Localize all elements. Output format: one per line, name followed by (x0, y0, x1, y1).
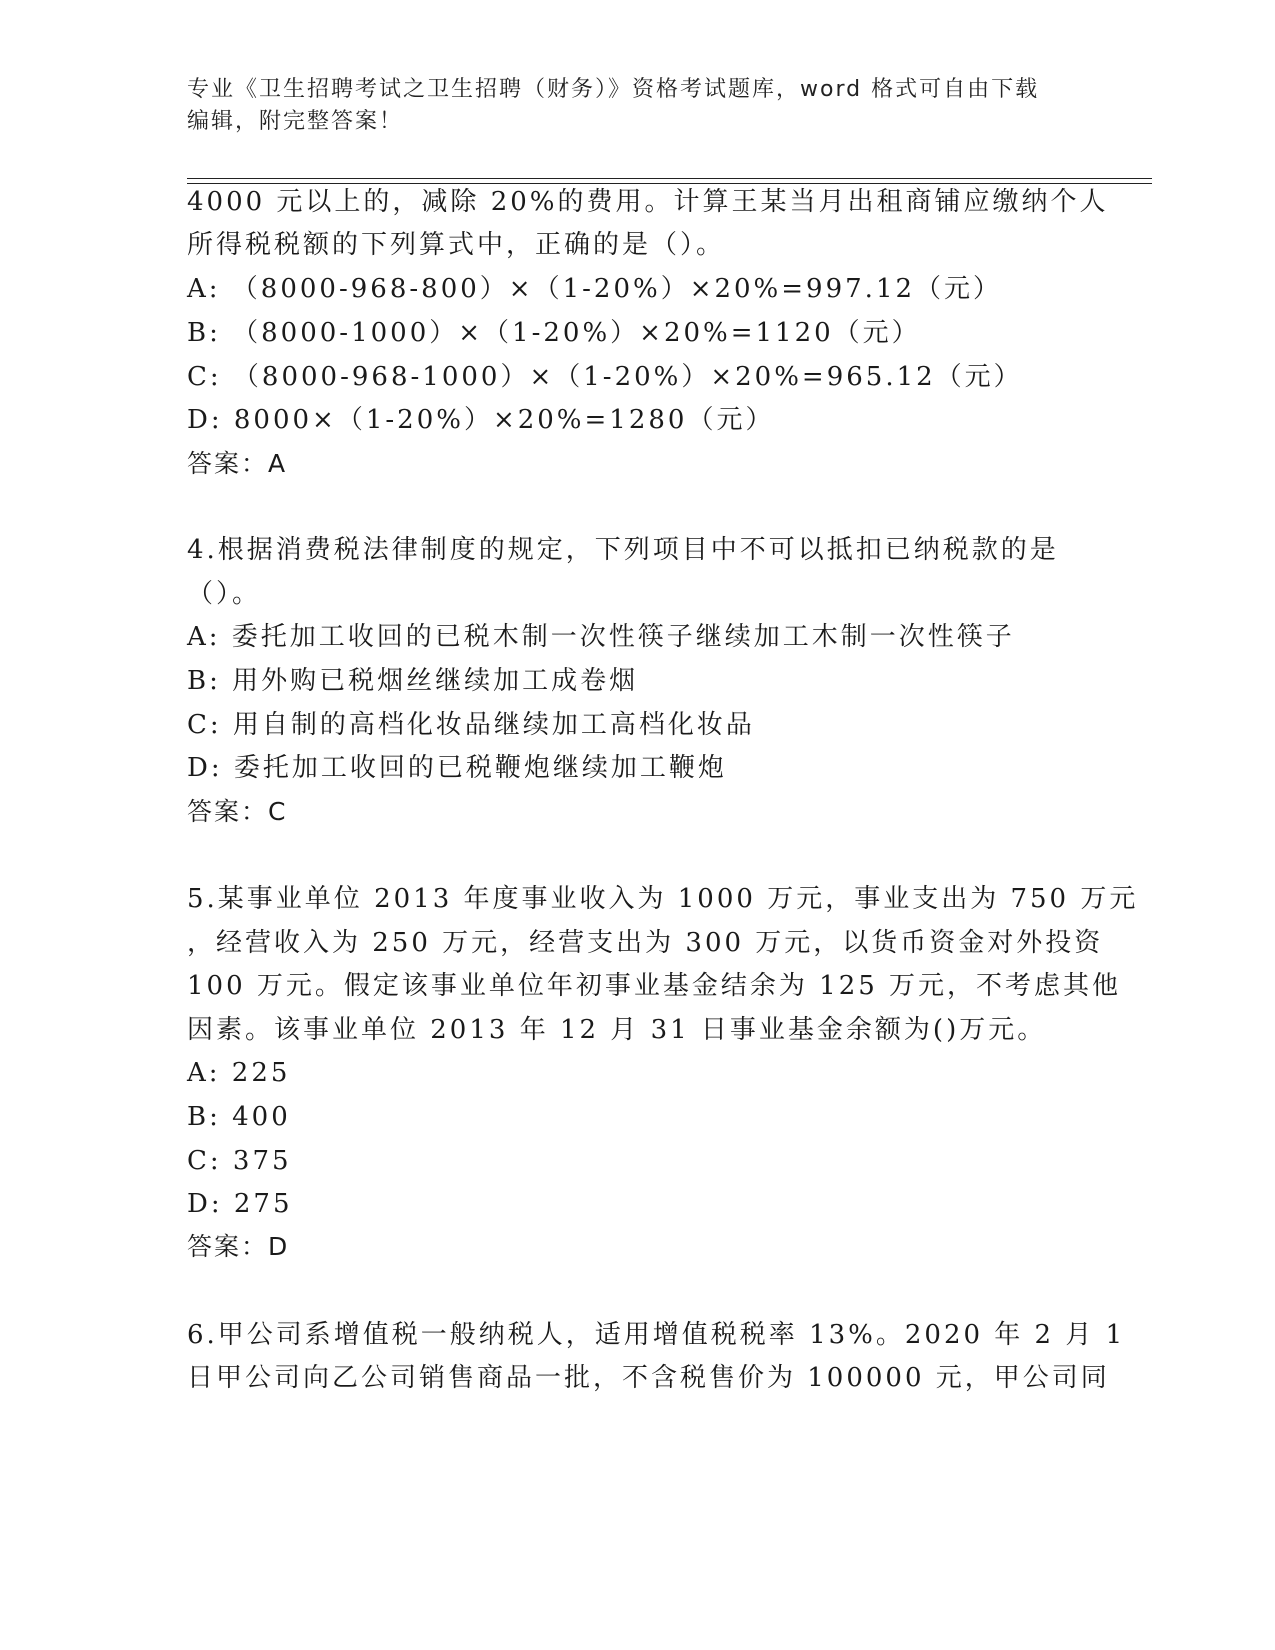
q5-stem-line1: 5.某事业单位 2013 年度事业收入为 1000 万元，事业支出为 750 万元 (187, 884, 1139, 914)
q5-stem-line3: 100 万元。假定该事业单位年初事业基金结余为 125 万元，不考虑其他 (187, 971, 1122, 1001)
q4-answer: 答案：C (187, 797, 288, 826)
q5-option-c: C: 375 (187, 1146, 292, 1176)
q5-option-a: A: 225 (187, 1058, 291, 1088)
q5-option-d: D: 275 (187, 1189, 293, 1219)
header-divider (187, 178, 1152, 184)
header-title-line1: 专业《卫生招聘考试之卫生招聘（财务）》资格考试题库，word 格式可自由下载 (187, 77, 1040, 102)
q3-stem-line2: 所得税税额的下列算式中，正确的是（）。 (187, 230, 726, 260)
header-title-line2: 编辑，附完整答案！ (187, 109, 404, 134)
q3-answer: 答案：A (187, 449, 288, 478)
q5-option-b: B: 400 (187, 1102, 291, 1132)
q5-answer: 答案：D (187, 1232, 290, 1261)
q4-stem-line1: 4.根据消费税法律制度的规定，下列项目中不可以抵扣已纳税款的是 (187, 535, 1059, 565)
q5-stem-line4: 因素。该事业单位 2013 年 12 月 31 日事业基金余额为()万元。 (187, 1015, 1047, 1045)
q4-option-b: B: 用外购已税烟丝继续加工成卷烟 (187, 666, 639, 696)
q3-option-d: D: 8000×（1-20%）×20%=1280（元） (187, 405, 775, 435)
q3-option-c: C: （8000-968-1000）×（1-20%）×20%=965.12（元） (187, 362, 1023, 392)
q6-stem-line2: 日甲公司向乙公司销售商品一批，不含税售价为 100000 元，甲公司同 (187, 1363, 1110, 1393)
q4-option-c: C: 用自制的高档化妆品继续加工高档化妆品 (187, 710, 755, 740)
q4-option-d: D: 委托加工收回的已税鞭炮继续加工鞭炮 (187, 753, 727, 783)
q4-stem-line2: （）。 (187, 579, 262, 609)
q3-option-a: A: （8000-968-800）×（1-20%）×20%=997.12（元） (187, 274, 1003, 304)
q6-stem-line1: 6.甲公司系增值税一般纳税人，适用增值税税率 13%。2020 年 2 月 1 (187, 1320, 1126, 1350)
document-header (187, 74, 1087, 138)
q3-stem-line1: 4000 元以上的，减除 20%的费用。计算王某当月出租商铺应缴纳个人 (187, 187, 1109, 217)
q4-option-a: A: 委托加工收回的已税木制一次性筷子继续加工木制一次性筷子 (187, 622, 1015, 652)
q5-stem-line2: ，经营收入为 250 万元，经营支出为 300 万元，以货币资金对外投资 (187, 928, 1104, 958)
q3-option-b: B: （8000-1000）×（1-20%）×20%=1120（元） (187, 318, 921, 348)
